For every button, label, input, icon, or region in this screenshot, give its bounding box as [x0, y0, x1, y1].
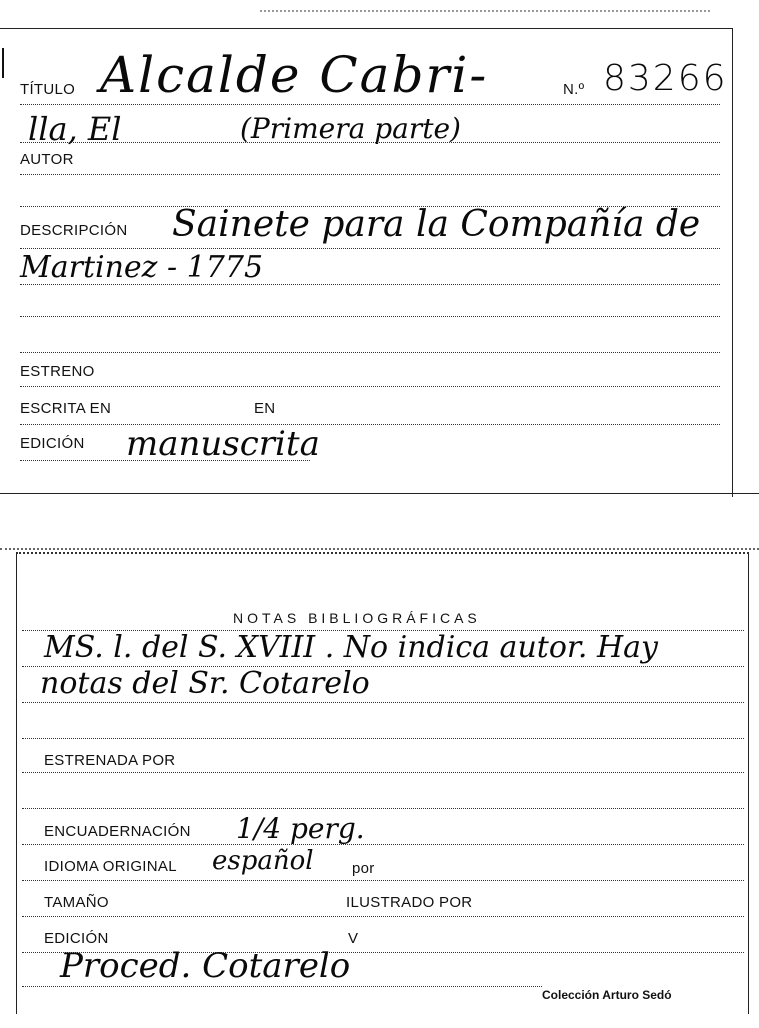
hand-procedencia: Proced. Cotarelo [60, 946, 351, 986]
hand-titulo-line2: lla, El [28, 110, 122, 148]
rule-descripcion [20, 248, 720, 249]
label-tamano: TAMAÑO [44, 894, 109, 911]
collection-credit: Colección Arturo Sedó [542, 988, 672, 1002]
hand-idioma: español [212, 846, 314, 876]
hand-titulo-line1: Alcalde Cabri- [100, 46, 489, 104]
label-escrita-en: ESCRITA EN [20, 400, 112, 417]
label-por: por [352, 860, 375, 877]
rule-blank3 [20, 316, 720, 317]
rule-idioma [22, 880, 744, 881]
label-v: V [348, 930, 359, 947]
rule-notas3 [22, 738, 744, 739]
rule-estreno [20, 386, 720, 387]
rule-blank4 [20, 352, 720, 353]
label-edicion-bottom: EDICIÓN [44, 930, 109, 947]
card-edge [0, 493, 759, 494]
rule-encuadernacion [22, 844, 744, 845]
rule-autor [20, 174, 720, 175]
label-encuadernacion: ENCUADERNACIÓN [44, 823, 191, 840]
label-titulo: TÍTULO [20, 81, 76, 98]
rule-titulo [20, 104, 720, 105]
rule-blank2 [20, 284, 720, 285]
rule-notas2 [22, 702, 744, 703]
scan-noise-mid [0, 548, 759, 550]
label-estrenada-por: ESTRENADA POR [44, 752, 176, 769]
notas-header: NOTAS BIBLIOGRÁFICAS [233, 610, 481, 626]
label-idioma: IDIOMA ORIGINAL [44, 858, 177, 875]
label-en: EN [254, 400, 276, 417]
hand-notas-line1: MS. l. del S. XVIII . No indica autor. Hay [44, 630, 658, 665]
rule-final [22, 986, 542, 987]
hand-encuadernacion: 1/4 perg. [236, 812, 365, 845]
hand-descripcion-line1: Sainete para la Compañía de [172, 204, 701, 245]
scan-noise-top [260, 10, 710, 12]
hand-descripcion-line2: Martinez - 1775 [20, 250, 264, 285]
rule-edicion [20, 460, 310, 461]
label-estreno: ESTRENO [20, 363, 95, 380]
rule-tamano [22, 916, 744, 917]
rule-blank5 [22, 808, 744, 809]
hand-notas-line2: notas del Sr. Cotarelo [40, 666, 370, 701]
rule-escrita [20, 424, 720, 425]
rule-estrenada [22, 772, 744, 773]
hand-titulo-note: (Primera parte) [240, 112, 461, 145]
label-descripcion: DESCRIPCIÓN [20, 222, 128, 239]
label-autor: AUTOR [20, 151, 74, 168]
label-numero: N.º [563, 81, 585, 98]
hand-numero: 83266 [603, 58, 728, 99]
label-ilustrado-por: ILUSTRADO POR [346, 894, 473, 911]
label-edicion: EDICIÓN [20, 435, 85, 452]
rule-titulo2 [20, 142, 720, 143]
hand-edicion: manuscrita [126, 424, 320, 464]
